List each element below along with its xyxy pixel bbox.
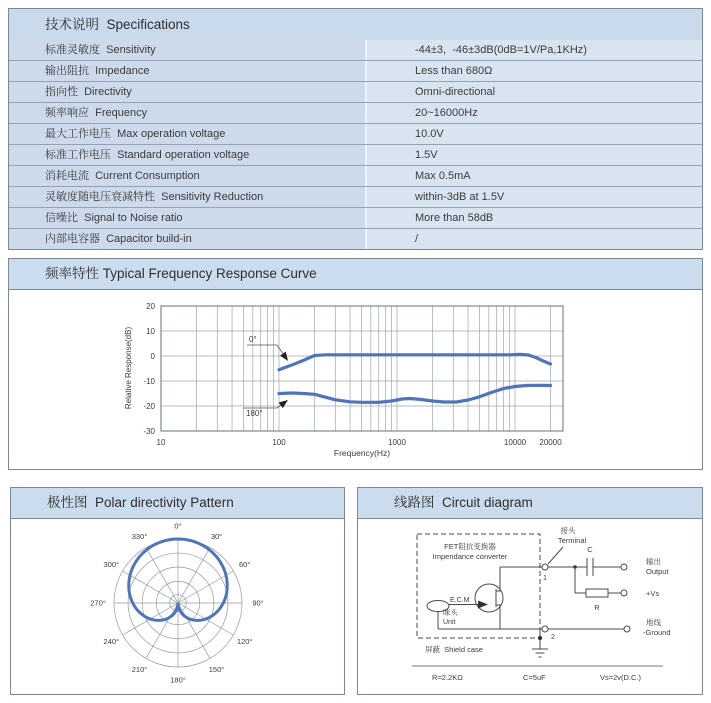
table-row (9, 165, 702, 186)
table-row (9, 207, 702, 228)
y-tick-label: 20 (146, 302, 155, 311)
spec-label: 最大工作电压 Max operation voltage (9, 124, 367, 144)
terminal-label-en: Terminal (557, 536, 587, 545)
table-row (9, 40, 702, 60)
table-row (9, 228, 702, 249)
pin-1-label: 1 (543, 575, 547, 582)
circuit-diagram (358, 519, 702, 695)
specifications-table (8, 8, 703, 250)
curve-annotation-180deg: 180° (246, 409, 263, 418)
vs-value-label: Vs=2v(D.C.) (600, 673, 642, 682)
polar-pattern-chart (11, 519, 344, 695)
specifications-title: 技术说明 Specifications (9, 9, 702, 40)
polar-section-title: 极性图 Polar directivity Pattern (11, 488, 344, 519)
y-tick-label: 0 (150, 352, 155, 361)
shield-case-label: 屏蔽 Shield case (425, 645, 483, 654)
spec-label: 频率响应 Frequency (9, 103, 367, 123)
impedance-converter-label-cn: FET阻抗变换器 (444, 542, 496, 551)
resistor-symbol (586, 589, 608, 597)
capacitor-label: C (587, 545, 593, 554)
x-axis-title: Frequency(Hz) (333, 448, 391, 458)
plot-frame (161, 306, 563, 431)
output-label-cn: 输出 (646, 557, 661, 566)
spec-value: More than 58dB (367, 208, 702, 228)
ecm-unit-label: Unit (443, 619, 456, 626)
polar-angle-label: 30° (210, 531, 223, 541)
fet-gate-arrow (478, 601, 488, 609)
spec-label: 消耗电流 Current Consumption (9, 166, 367, 186)
ecm-label-cn: 咪头 (443, 608, 458, 617)
y-tick-label: -20 (143, 402, 155, 411)
polar-angle-label: 150° (208, 665, 225, 675)
polar-angle-label: 0° (174, 521, 182, 531)
table-row (9, 81, 702, 102)
circuit-diagram-section (357, 487, 703, 695)
output-node (621, 564, 627, 570)
annotation-leader (247, 345, 283, 354)
ground-label-en: -Ground (643, 628, 671, 637)
impedance-converter-label-en: Impendance converter (432, 552, 508, 561)
table-row (9, 102, 702, 123)
table-row (9, 60, 702, 81)
x-tick-label: 20000 (539, 438, 562, 447)
table-row (9, 144, 702, 165)
polar-angle-label: 60° (239, 560, 251, 569)
spec-label: 信噪比 Signal to Noise ratio (9, 208, 367, 228)
resistor-label: R (594, 603, 600, 612)
junction-dot (538, 636, 542, 640)
spec-value: Omni-directional (367, 82, 702, 102)
terminal-label-cn: 接头 (560, 526, 576, 535)
frequency-section-title: 频率特性 Typical Frequency Response Curve (9, 259, 702, 290)
vs-label: +Vs (646, 589, 660, 598)
c-value-label: C=5uF (523, 673, 546, 682)
polar-pattern-section (10, 487, 345, 695)
spec-label: 内部电容器 Capacitor build-in (9, 229, 367, 249)
terminal-1-node (542, 564, 548, 570)
polar-angle-label: 180° (170, 675, 186, 685)
spec-label: 标准工作电压 Standard operation voltage (9, 145, 367, 165)
polar-angle-label: 330° (131, 531, 148, 541)
r-value-label: R=2.2KΩ (432, 673, 463, 682)
x-tick-label: 10 (156, 438, 166, 447)
spec-value: / (367, 229, 702, 249)
polar-angle-label: 300° (103, 560, 120, 569)
y-axis-title: Relative Response(dB) (124, 326, 133, 410)
y-tick-label: 10 (146, 327, 155, 336)
spec-value: 20~16000Hz (367, 103, 702, 123)
spec-label: 输出阻抗 Impedance (9, 61, 367, 81)
terminal-leader-line (548, 547, 563, 564)
x-tick-label: 100 (272, 438, 286, 447)
frequency-response-chart (9, 290, 702, 469)
y-tick-label: -30 (143, 427, 155, 436)
spec-label: 指向性 Directivity (9, 82, 367, 102)
table-row (9, 123, 702, 144)
curve-annotation-0deg: 0° (249, 335, 257, 344)
spec-value: within-3dB at 1.5V (367, 187, 702, 207)
terminal-2-node (542, 626, 548, 632)
polar-angle-label: 210° (131, 665, 148, 675)
circuit-section-title: 线路图 Circuit diagram (358, 488, 702, 519)
spec-label: 灵敏度随电压衰减特性 Sensitivity Reduction (9, 187, 367, 207)
polar-angle-label: 240° (103, 637, 120, 646)
ground-node (624, 626, 630, 632)
pin-2-label: 2 (551, 634, 555, 641)
annotation-arrowhead (280, 352, 288, 361)
spec-label: 标准灵敏度 Sensitivity (9, 40, 367, 60)
ground-label-cn: 地线 (646, 618, 661, 627)
spec-value: 1.5V (367, 145, 702, 165)
polar-angle-label: 270° (90, 598, 106, 608)
y-tick-label: -10 (143, 377, 155, 386)
spec-value: -44±3, -46±3dB(0dB=1V/Pa,1KHz) (367, 40, 702, 60)
x-tick-label: 10000 (503, 438, 527, 447)
table-row (9, 186, 702, 207)
annotation-arrowhead (279, 400, 288, 408)
ecm-label: E.C.M (450, 597, 470, 604)
output-label-en: Output (646, 567, 669, 576)
spec-value: Less than 680Ω (367, 61, 702, 81)
polar-angle-label: 90° (252, 598, 264, 608)
spec-value: Max 0.5mA (367, 166, 702, 186)
spec-value: 10.0V (367, 124, 702, 144)
x-tick-label: 1000 (388, 438, 406, 447)
vs-node (621, 590, 627, 596)
frequency-response-section (8, 258, 703, 470)
polar-angle-label: 120° (236, 637, 253, 646)
